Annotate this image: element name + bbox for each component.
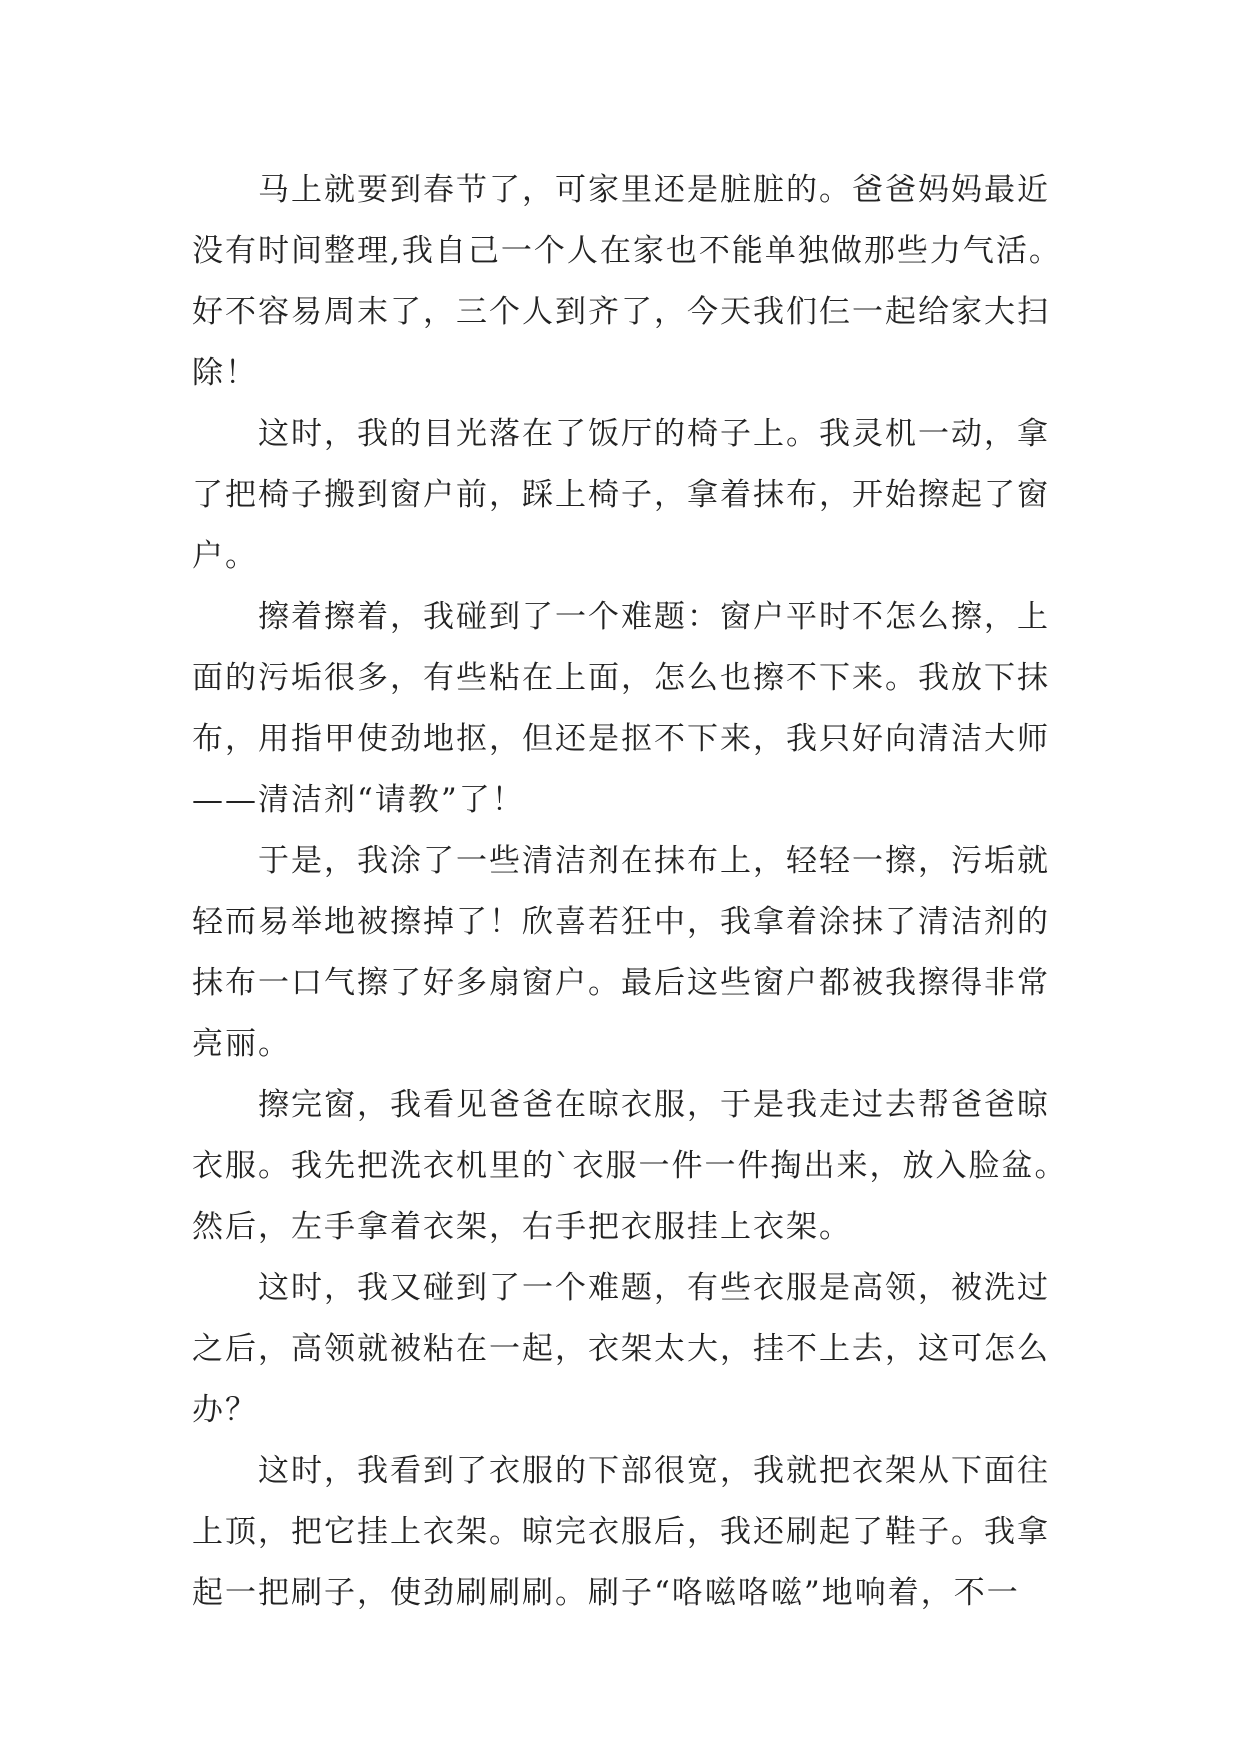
text-line: 之后，高领就被粘在一起，衣架太大，挂不上去，这可怎么 [192, 1331, 1050, 1367]
text-line: 擦完窗，我看见爸爸在晾衣服，于是我走过去帮爸爸晾 [258, 1087, 1050, 1123]
text-line: 户。 [192, 538, 258, 574]
text-line: 擦着擦着，我碰到了一个难题：窗户平时不怎么擦，上 [258, 599, 1050, 635]
text-line: 然后，左手拿着衣架，右手把衣服挂上衣架。 [192, 1209, 852, 1245]
text-line: 马上就要到春节了，可家里还是脏脏的。爸爸妈妈最近 [258, 172, 1050, 208]
text-line: 轻而易举地被擦掉了！欣喜若狂中，我拿着涂抹了清洁剂的 [192, 904, 1050, 940]
text-line: 了把椅子搬到窗户前，踩上椅子，拿着抹布，开始擦起了窗 [192, 477, 1050, 513]
text-line: 这时，我又碰到了一个难题，有些衣服是高领，被洗过 [258, 1270, 1050, 1306]
text-line: 这时，我的目光落在了饭厅的椅子上。我灵机一动，拿 [258, 416, 1050, 452]
essay-text [192, 160, 1122, 1624]
text-line: 上顶，把它挂上衣架。晾完衣服后，我还刷起了鞋子。我拿 [192, 1514, 1050, 1550]
text-line: 办？ [192, 1392, 258, 1428]
text-line: 衣服。我先把洗衣机里的`衣服一件一件掏出来，放入脸盆。 [192, 1148, 1068, 1184]
text-line: 好不容易周末了，三个人到齐了，今天我们仨一起给家大扫 [192, 294, 1050, 330]
text-line: 除！ [192, 355, 258, 391]
text-line: 没有时间整理,我自己一个人在家也不能单独做那些力气活。 [192, 233, 1062, 269]
text-line: 布，用指甲使劲地抠，但还是抠不下来，我只好向清洁大师 [192, 721, 1050, 757]
text-line: 起一把刷子，使劲刷刷刷。刷子“咯嗞咯嗞”地响着，不一 [192, 1575, 1020, 1611]
text-line: 于是，我涂了一些清洁剂在抹布上，轻轻一擦，污垢就 [258, 843, 1050, 879]
text-line: 亮丽。 [192, 1026, 291, 1062]
text-line: 面的污垢很多，有些粘在上面，怎么也擦不下来。我放下抹 [192, 660, 1050, 696]
text-line: ——清洁剂“请教”了！ [192, 782, 525, 818]
text-line: 抹布一口气擦了好多扇窗户。最后这些窗户都被我擦得非常 [192, 965, 1050, 1001]
text-line: 这时，我看到了衣服的下部很宽，我就把衣架从下面往 [258, 1453, 1050, 1489]
